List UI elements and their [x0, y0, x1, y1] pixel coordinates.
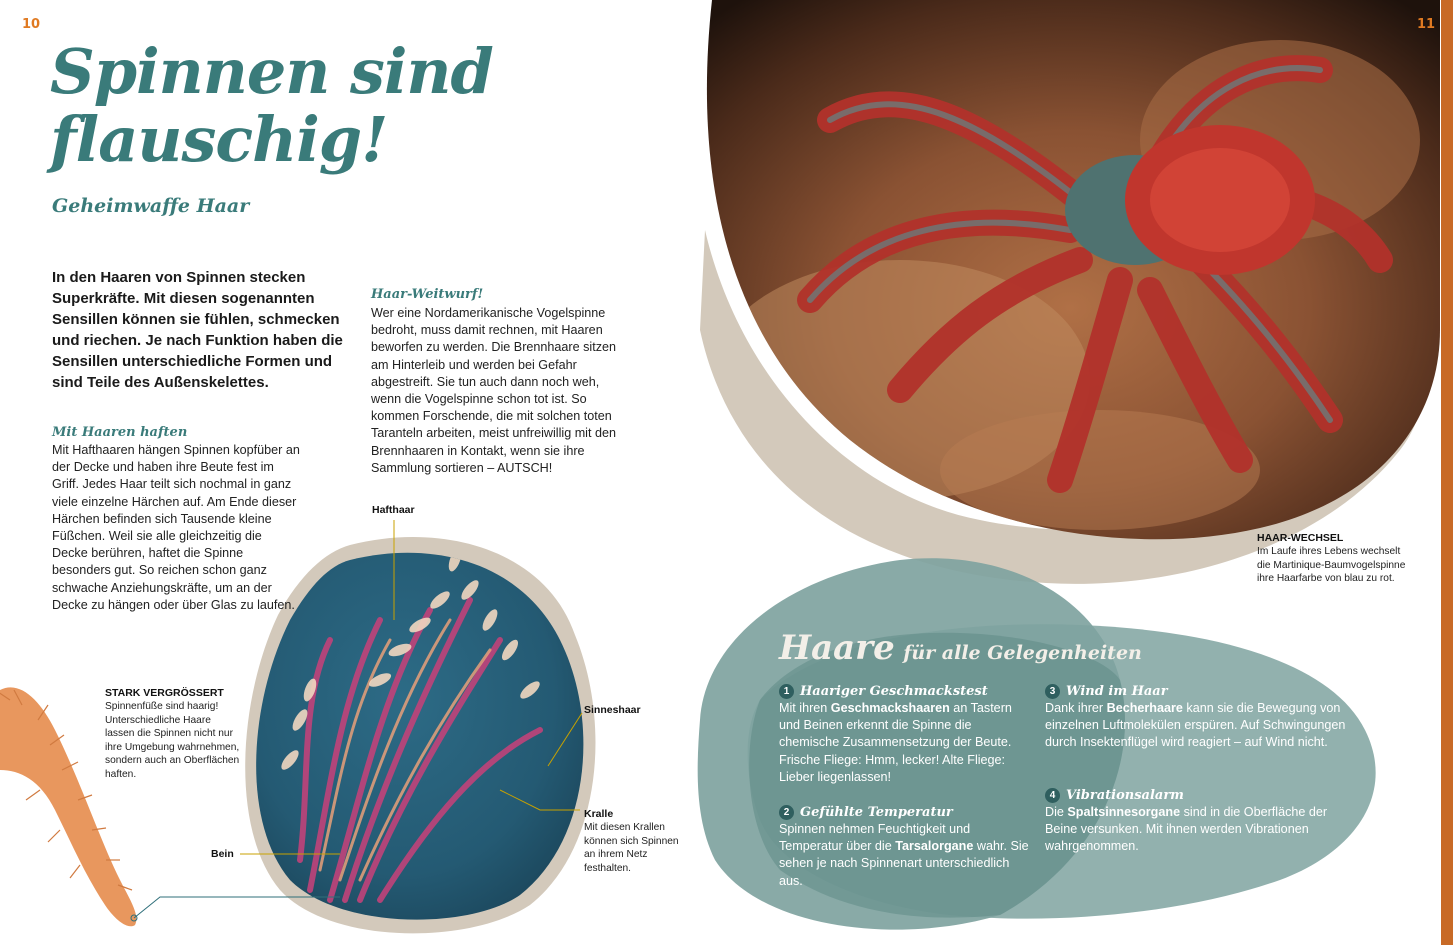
- item-title-1: Haariger Geschmackstest: [800, 684, 988, 699]
- item-title-2: Gefühlte Temperatur: [800, 805, 953, 820]
- item-number-2: 2: [779, 805, 794, 820]
- label-kralle: Kralle: [584, 808, 614, 820]
- item-number-3: 3: [1045, 684, 1060, 699]
- item-text-3-pre: Dank ihrer: [1045, 701, 1107, 715]
- intro-paragraph: In den Haaren von Spinnen stecken Superkräfte. Mit diesen sogenannten Sensillen können sie fühlen, schmecken und riechen. Je nach Funktion haben die Sensillen unterschiedliche Formen und sind Teile des Außenskelettes.: [52, 269, 343, 391]
- label-kralle-text: Mit diesen Krallen können sich Spinnen an ihrem Netz festhalten.: [584, 822, 679, 874]
- section-text-haften: Mit Hafthaaren hängen Spinnen kopfüber an der Decke und haben ihre Beute fest im Griff. Jedes Haar teilt sich nochmal in ganz viele einzelne Härchen auf. Am Ende dieser Härchen befinden sich Tausende kleine Füßchen. Weil sie alle gleichzeitig die Decke berühren, haftet die Spinne besonders gut. So reichen schon ganz schwache Anziehungskräfte, um an der Decke zu hängen oder über Glas zu laufen.: [52, 443, 300, 612]
- haare-title-small: für alle Gelegenheiten: [903, 642, 1142, 664]
- label-hafthaar: Hafthaar: [372, 504, 415, 516]
- item-number-4: 4: [1045, 788, 1060, 803]
- item-text-3-bold: Becherhaare: [1106, 701, 1183, 715]
- haare-box-title: [779, 628, 1142, 668]
- item-text-4-pre: Die: [1045, 805, 1068, 819]
- label-bein: Bein: [211, 848, 234, 860]
- item-text-4-post: sind in die Oberfläche der Beine versunken. Mit ihnen werden Vibrationen wahrgenommen.: [1045, 805, 1328, 854]
- item-text-2-pre: Spinnen nehmen Feuchtigkeit und Temperatur über die: [779, 822, 971, 854]
- page-number-left: 10: [22, 17, 41, 32]
- haare-title-big: Haare: [779, 628, 895, 668]
- item-text-1-bold: Geschmackshaaren: [830, 701, 950, 715]
- haare-item-3: [1045, 684, 1350, 752]
- item-number-1: 1: [779, 684, 794, 699]
- section-title-haften: Mit Haaren haften: [52, 425, 188, 440]
- item-text-1-post: an Tastern und Beinen erkennt die Spinne die chemische Zusammensetzung der Beute. Frische Fliege: Hmm, lecker! Alte Fliege: Lieber liegenlassen!: [779, 701, 1012, 784]
- item-text-1-pre: Mit ihren: [779, 701, 831, 715]
- page-edge-bar: [1441, 0, 1453, 945]
- stark-title: STARK VERGRÖSSERT: [105, 687, 224, 699]
- section-text-weitwurf: Wer eine Nordamerikanische Vogelspinne bedroht, muss damit rechnen, mit Haaren beworfen zu werden. Die Brennhaare sitzen am Hinterleib und werden bei Gefahr abgestreift. Sie tun auch dann noch weh, wenn die Vogelspinne schon tot ist. So kommen Forschende, die mit solchen toten Taranteln arbeiten, meist unfreiwillig mit den Brennhaaren in Kontakt, wenn sie ihre Sammlung sortieren – AUTSCH!: [371, 306, 617, 475]
- photo-caption-title: HAAR-WECHSEL: [1257, 532, 1344, 544]
- haare-item-2: [779, 805, 1034, 890]
- page-subtitle: Geheimwaffe Haar: [52, 195, 250, 217]
- stark-vergroessert-caption: [105, 687, 240, 782]
- item-text-2-bold: Tarsalorgane: [895, 839, 974, 854]
- item-text-2-post: wahr. Sie sehen je nach Spinnenart unterschiedlich aus.: [779, 839, 1029, 888]
- page-number-right: 11: [1417, 17, 1436, 32]
- label-sinneshaar: Sinneshaar: [584, 704, 641, 716]
- haare-item-4: [1045, 788, 1350, 856]
- haare-item-1: [779, 684, 1034, 786]
- stark-text: Spinnenfüße sind haarig! Unterschiedliche Haare lassen die Spinnen nicht nur ihre Umgebung wahrnehmen, sondern auch an Oberflächen haften.: [105, 701, 240, 780]
- item-title-4: Vibrationsalarm: [1066, 788, 1184, 803]
- photo-caption-text: Im Laufe ihres Lebens wechselt die Martinique-Baumvogelspinne ihre Haarfarbe von blau zu rot.: [1257, 546, 1406, 585]
- page-title: [50, 35, 493, 176]
- item-text-3-post: kann sie die Bewegung von einzelnen Luftmolekülen erspüren. Auf Schwingungen durch Insektenflügel wird reagiert – auf Wind nicht.: [1045, 701, 1346, 750]
- item-title-3: Wind im Haar: [1066, 684, 1168, 699]
- label-kralle-group: [584, 808, 684, 875]
- page-title-line1: Spinnen sind: [50, 35, 493, 108]
- photo-caption: [1257, 532, 1407, 586]
- page-title-line2: flauschig!: [50, 103, 388, 176]
- section-title-weitwurf: Haar-Weitwurf!: [371, 287, 484, 302]
- item-text-4-bold: Spaltsinnesorgane: [1067, 805, 1181, 819]
